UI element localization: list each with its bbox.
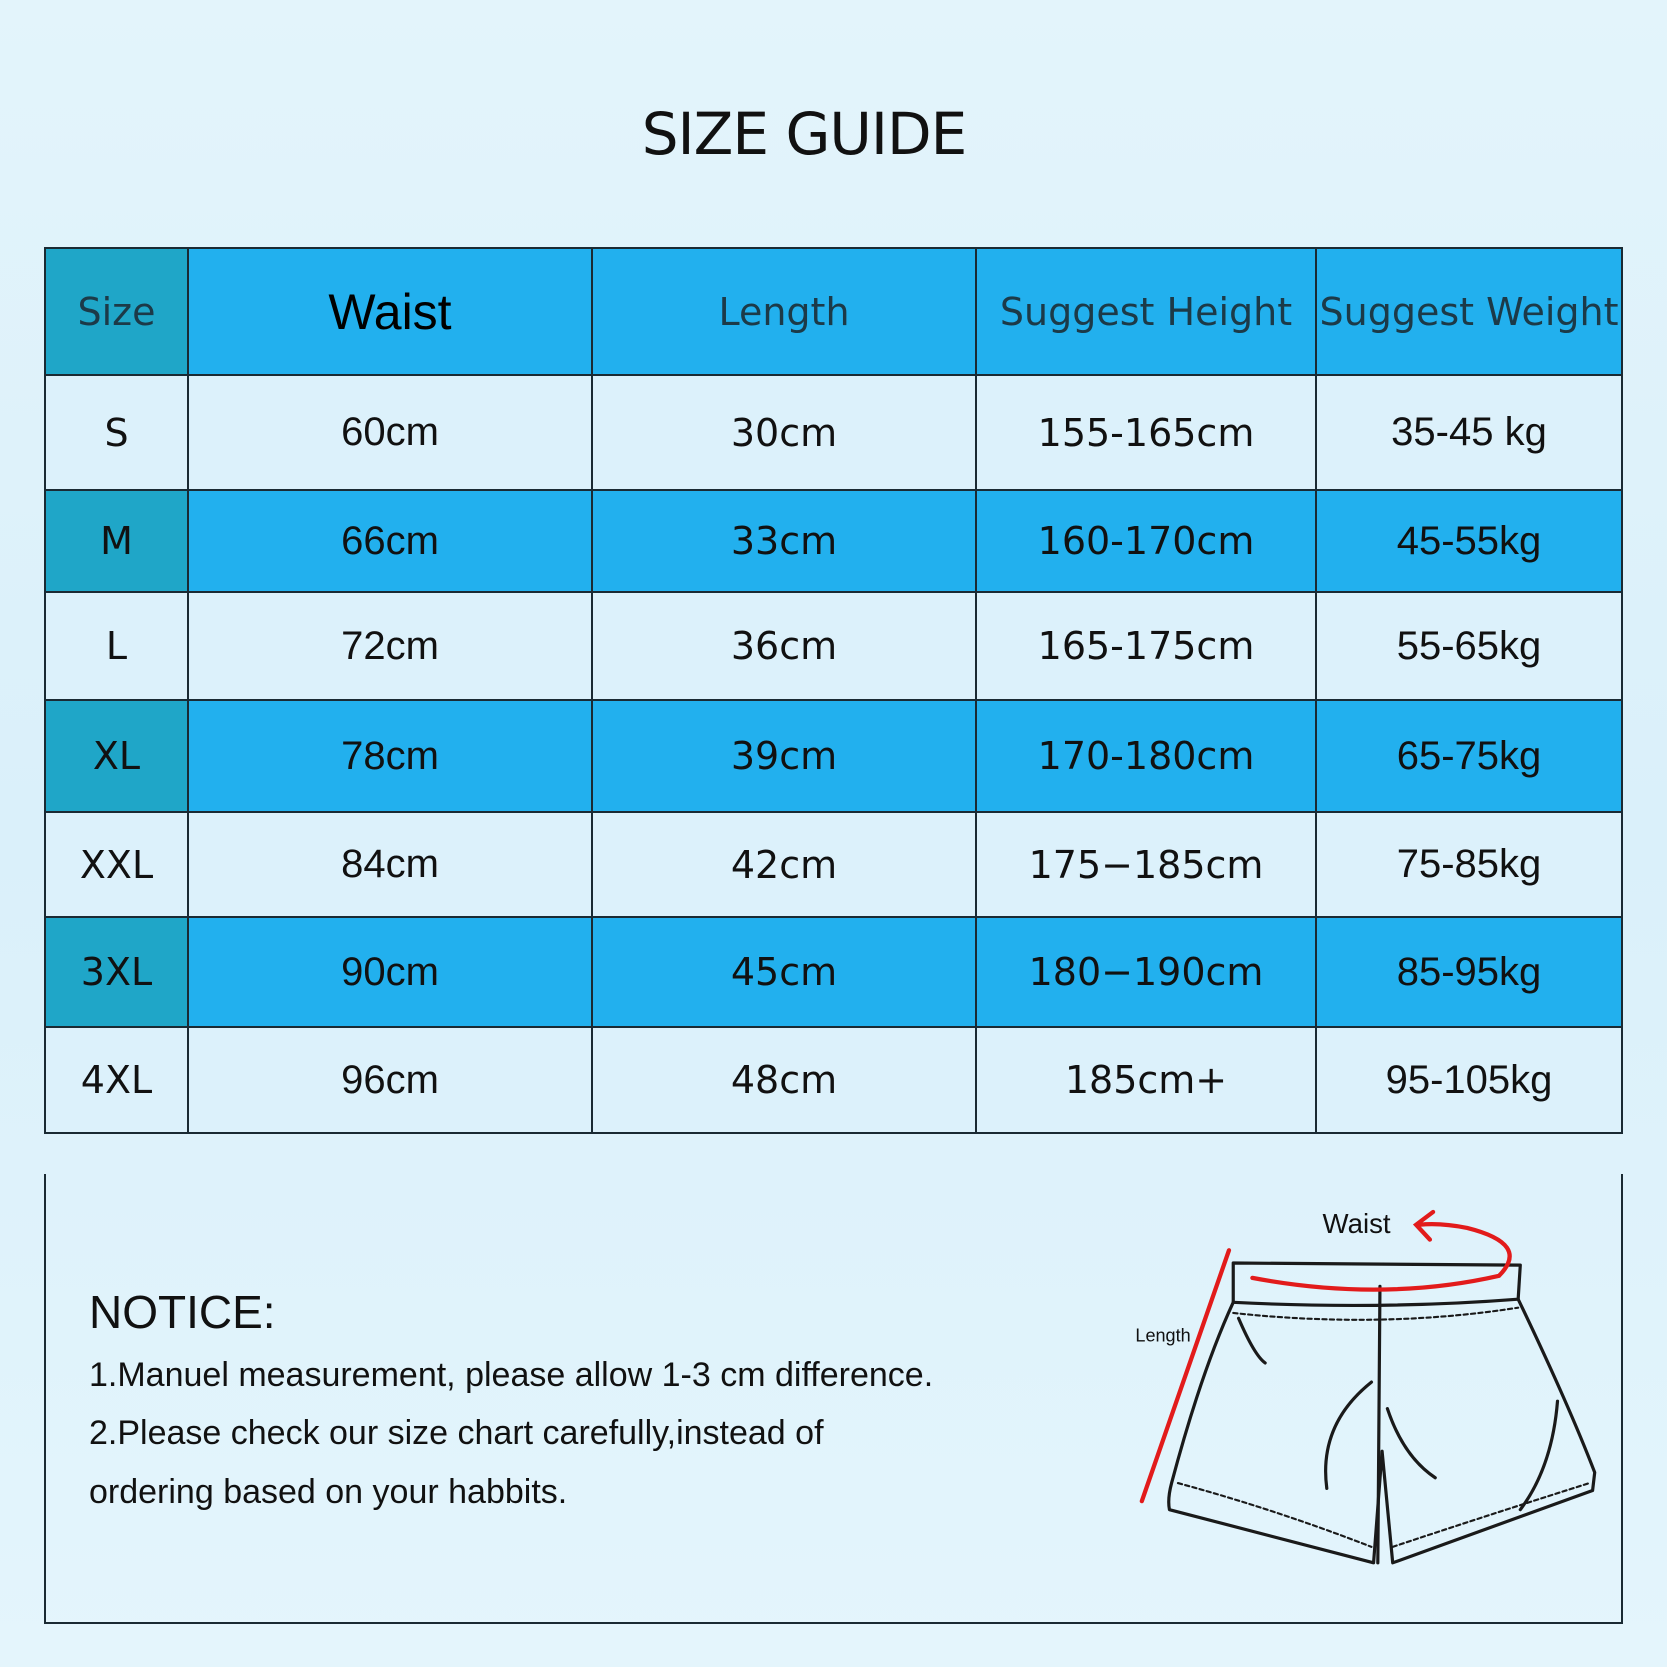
cell-size: XL	[45, 700, 188, 812]
cell-height: 165-175cm	[976, 592, 1316, 700]
cell-height: 170-180cm	[976, 700, 1316, 812]
cell-height: 160-170cm	[976, 490, 1316, 592]
notice-line-3: ordering based on your habbits.	[89, 1473, 568, 1511]
cell-size: M	[45, 490, 188, 592]
notice-line-2: 2.Please check our size chart carefully,instead of	[89, 1414, 824, 1452]
cell-height: 180−190cm	[976, 917, 1316, 1027]
cell-weight: 95-105kg	[1316, 1027, 1622, 1133]
cell-height: 185cm+	[976, 1027, 1316, 1133]
cell-length: 45cm	[592, 917, 976, 1027]
cell-weight: 55-65kg	[1316, 592, 1622, 700]
cell-weight: 85-95kg	[1316, 917, 1622, 1027]
header-length: Length	[592, 248, 976, 375]
header-weight: Suggest Weight	[1316, 248, 1622, 375]
cell-length: 48cm	[592, 1027, 976, 1133]
cell-size: S	[45, 375, 188, 490]
cell-weight: 45-55kg	[1316, 490, 1622, 592]
cell-waist: 90cm	[188, 917, 592, 1027]
header-height: Suggest Height	[976, 248, 1316, 375]
cell-weight: 75-85kg	[1316, 812, 1622, 917]
notice-line-1: 1.Manuel measurement, please allow 1-3 cm difference.	[89, 1356, 934, 1394]
cell-length: 39cm	[592, 700, 976, 812]
cell-waist: 72cm	[188, 592, 592, 700]
cell-waist: 84cm	[188, 812, 592, 917]
waist-label: Waist	[1322, 1208, 1391, 1240]
page-title: SIZE GUIDE	[641, 100, 967, 168]
cell-size: 3XL	[45, 917, 188, 1027]
cell-length: 30cm	[592, 375, 976, 490]
cell-size: XXL	[45, 812, 188, 917]
notice-heading: NOTICE:	[89, 1286, 276, 1338]
cell-waist: 66cm	[188, 490, 592, 592]
cell-length: 33cm	[592, 490, 976, 592]
cell-length: 42cm	[592, 812, 976, 917]
header-waist: Waist	[188, 248, 592, 375]
cell-waist: 96cm	[188, 1027, 592, 1133]
cell-weight: 65-75kg	[1316, 700, 1622, 812]
cell-height: 155-165cm	[976, 375, 1316, 490]
cell-size: L	[45, 592, 188, 700]
shorts-outline-icon	[1169, 1263, 1595, 1563]
cell-weight: 35-45 kg	[1316, 375, 1622, 490]
length-label: Length	[1135, 1325, 1191, 1346]
cell-waist: 60cm	[188, 375, 592, 490]
cell-size: 4XL	[45, 1027, 188, 1133]
cell-waist: 78cm	[188, 700, 592, 812]
cell-height: 175−185cm	[976, 812, 1316, 917]
cell-length: 36cm	[592, 592, 976, 700]
header-size: Size	[45, 248, 188, 375]
